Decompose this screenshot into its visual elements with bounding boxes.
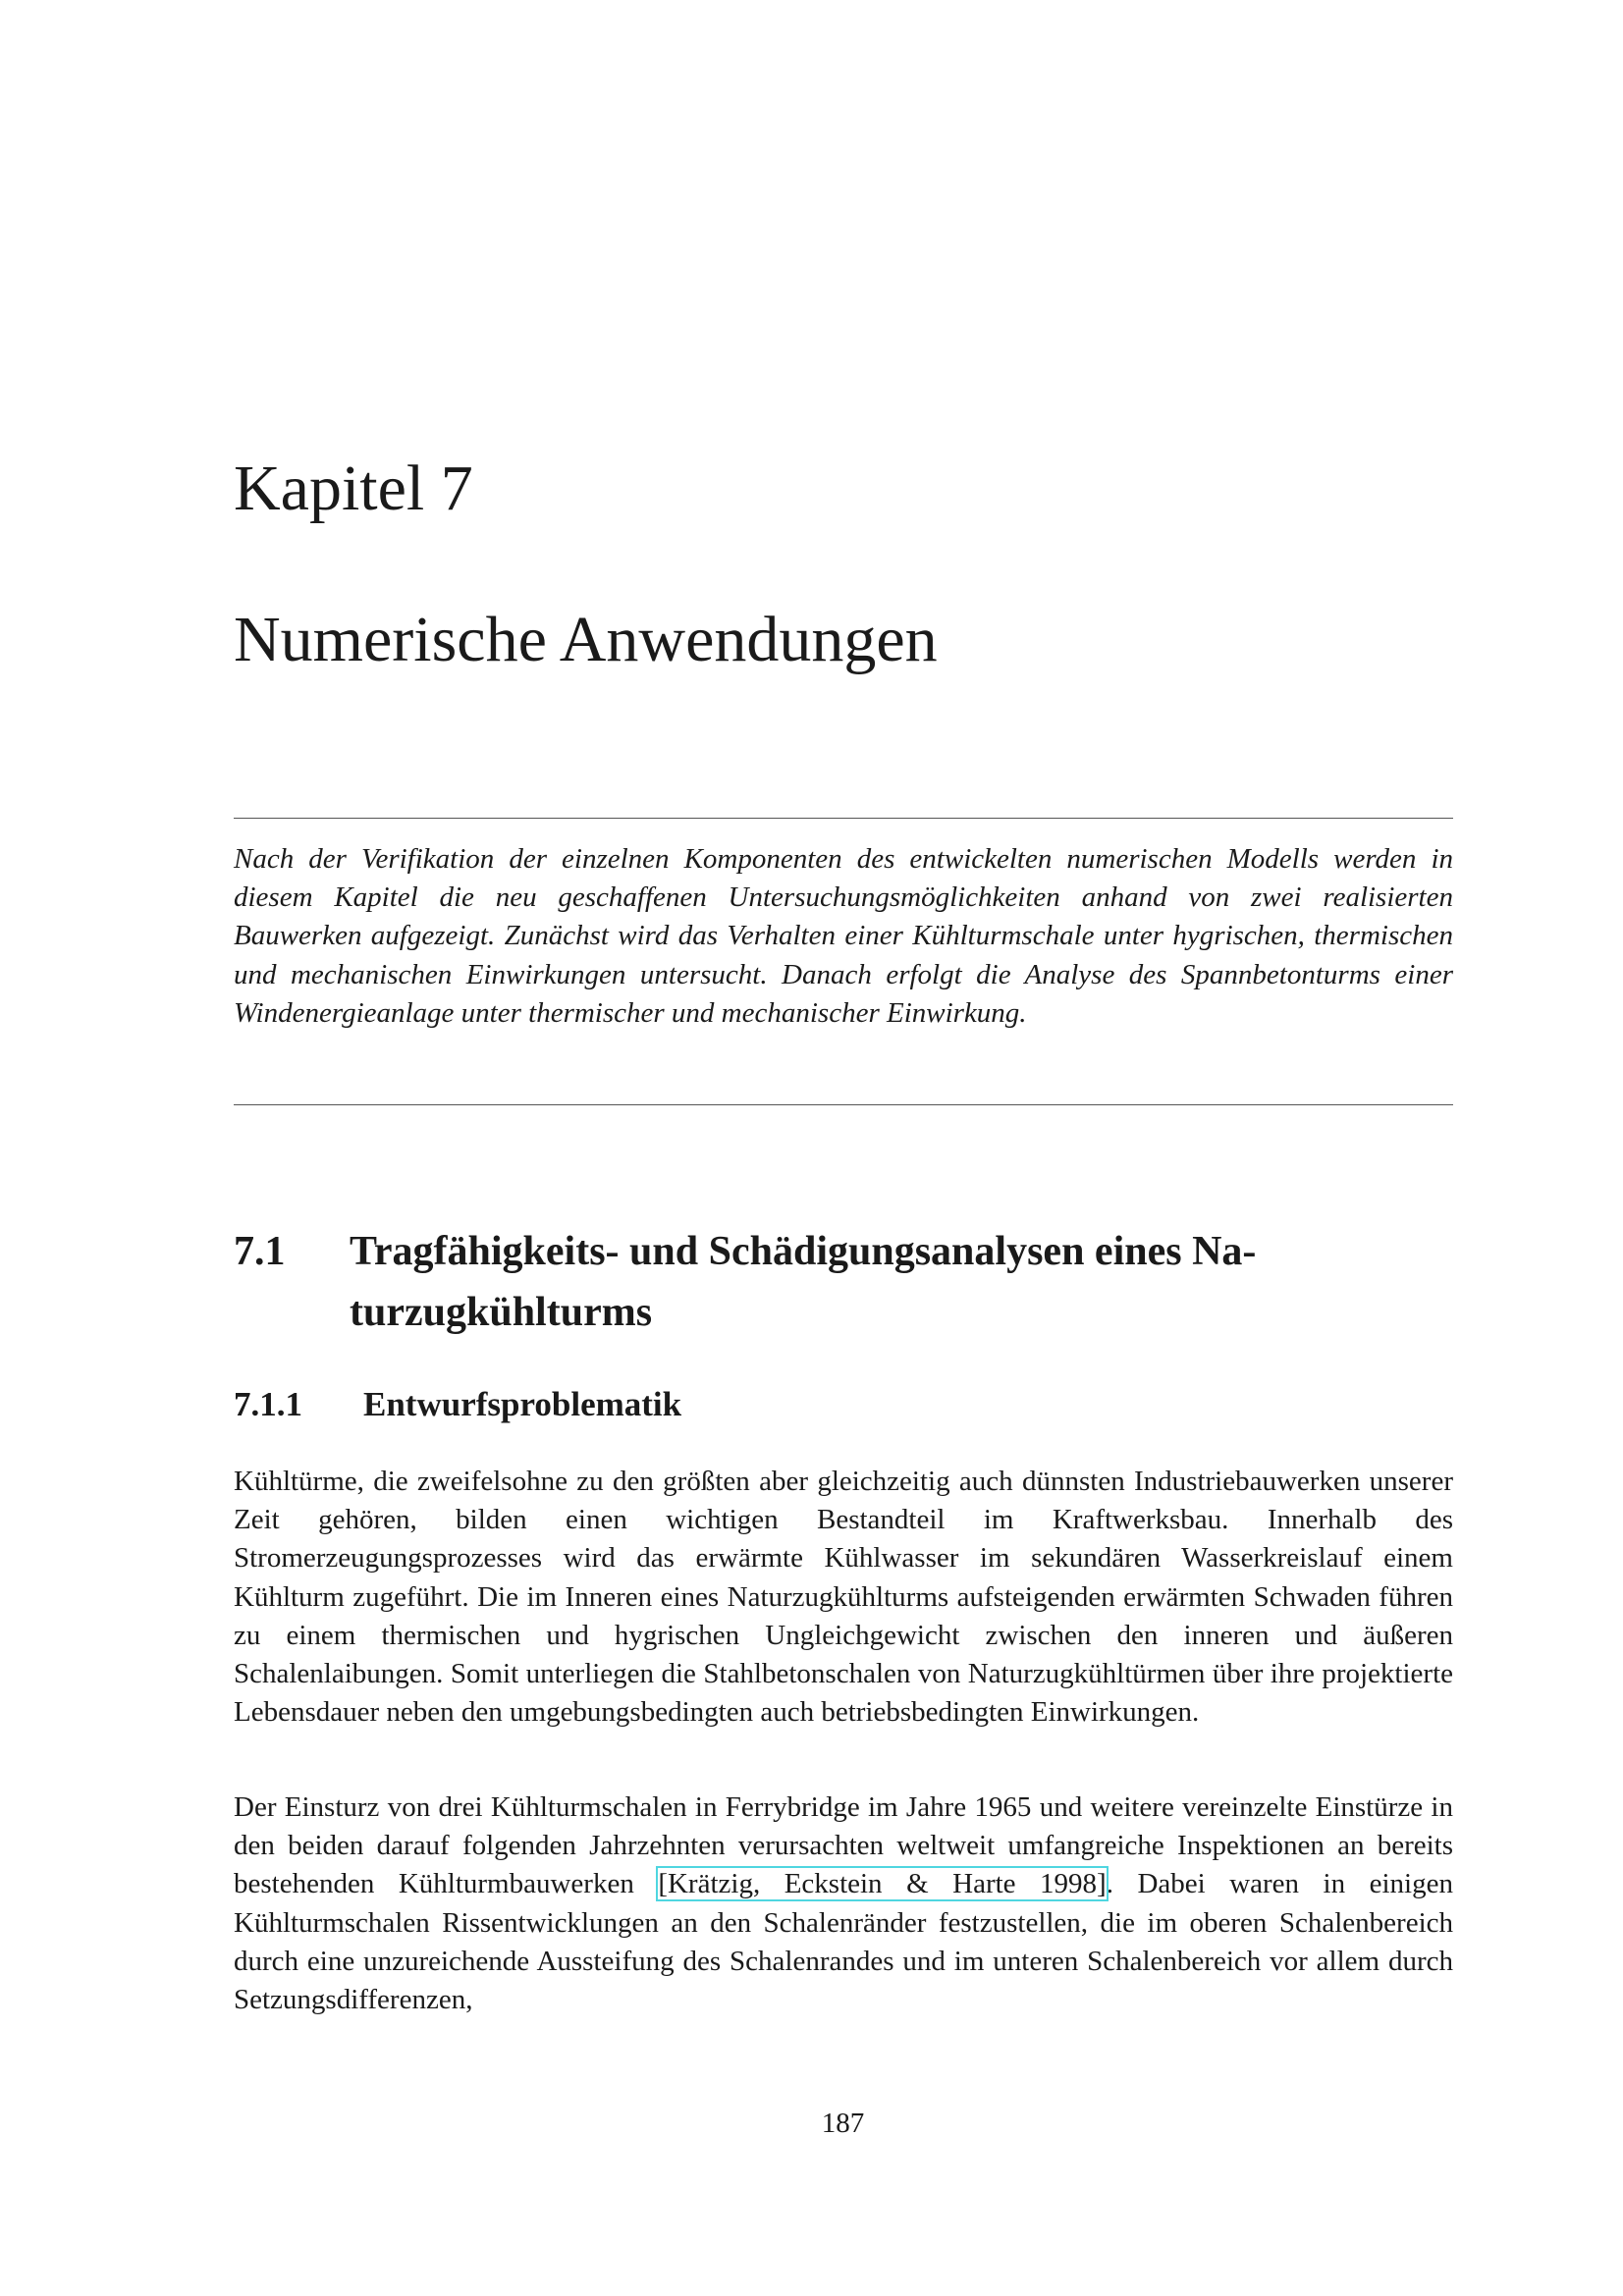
paragraph-2-text-after: . Dabei waren in einigen Kühlturmschalen Rissentwicklungen an den Schalenränder festzustellen, die im oberen Schalenbereich durch eine unzureichende Aussteifung des Schalenrandes und im unteren Schalenbereich vor allem durch Setzungsdifferenzen, [234, 1868, 1453, 2016]
section-heading [234, 1221, 1453, 1343]
abstract-bottom-rule [234, 1104, 1453, 1105]
section-title: Tragfähigkeits- und Schädigungsanalysen eines Naturzugkühlturms [350, 1229, 1257, 1335]
chapter-title: Numerische Anwendungen [234, 604, 938, 675]
body-paragraph-1: Kühltürme, die zweifelsohne zu den größten aber gleichzeitig auch dünnsten Industriebauwerken unserer Zeit gehören, bilden einen wichtigen Bestandteil im Kraftwerksbau. Innerhalb des Stromerzeugungsprozesses wird das erwärmte Kühlwasser im sekundären Wasserkreislauf einem Kühlturm zugeführt. Die im Inneren eines Naturzugkühlturms aufsteigenden erwärmten Schwaden führen zu einem thermischen und hygrischen Ungleichgewicht zwischen den inneren und äußeren Schalenlaibungen. Somit unterliegen die Stahlbetonschalen von Naturzugkühltürmen über ihre projektierte Lebensdauer neben den umgebungsbedingten auch betriebsbedingten Einwirkungen. [234, 1466, 1453, 1729]
subsection-heading [234, 1383, 681, 1426]
subsection-number: 7.1.1 [234, 1385, 302, 1423]
paragraph-2-text-before: Der Einsturz von drei Kühlturmschalen in Ferrybridge im Jahre 1965 und weitere vereinzelte Einstürze in den beiden darauf folgenden Jahrzehnten verursachten weltweit umfangreiche Inspektionen an bereits bestehenden Kühlturmbauwerken [234, 1791, 1453, 1900]
subsection-title: Entwurfsproblematik [363, 1385, 682, 1423]
body-paragraph-2 [234, 1789, 1453, 2019]
chapter-label: Kapitel 7 [234, 453, 473, 524]
abstract-top-rule [234, 818, 1453, 819]
section-number: 7.1 [234, 1229, 286, 1274]
page-number: 187 [821, 2108, 865, 2139]
chapter-abstract: Nach der Verifikation der einzelnen Komponenten des entwickelten numerischen Modells werden in diesem Kapitel die neu geschaffenen Untersuchungsmöglichkeiten anhand von zwei realisierten Bauwerken aufgezeigt. Zunächst wird das Verhalten einer Kühlturmschale unter hygrischen, thermischen und mechanischen Einwirkungen untersucht. Danach erfolgt die Analyse des Spannbetonturms einer Windenergieanlage unter thermischer und mechanischer Einwirkung. [234, 843, 1453, 1029]
citation-link[interactable]: [Krätzig, Eckstein & Harte 1998] [658, 1868, 1107, 1900]
